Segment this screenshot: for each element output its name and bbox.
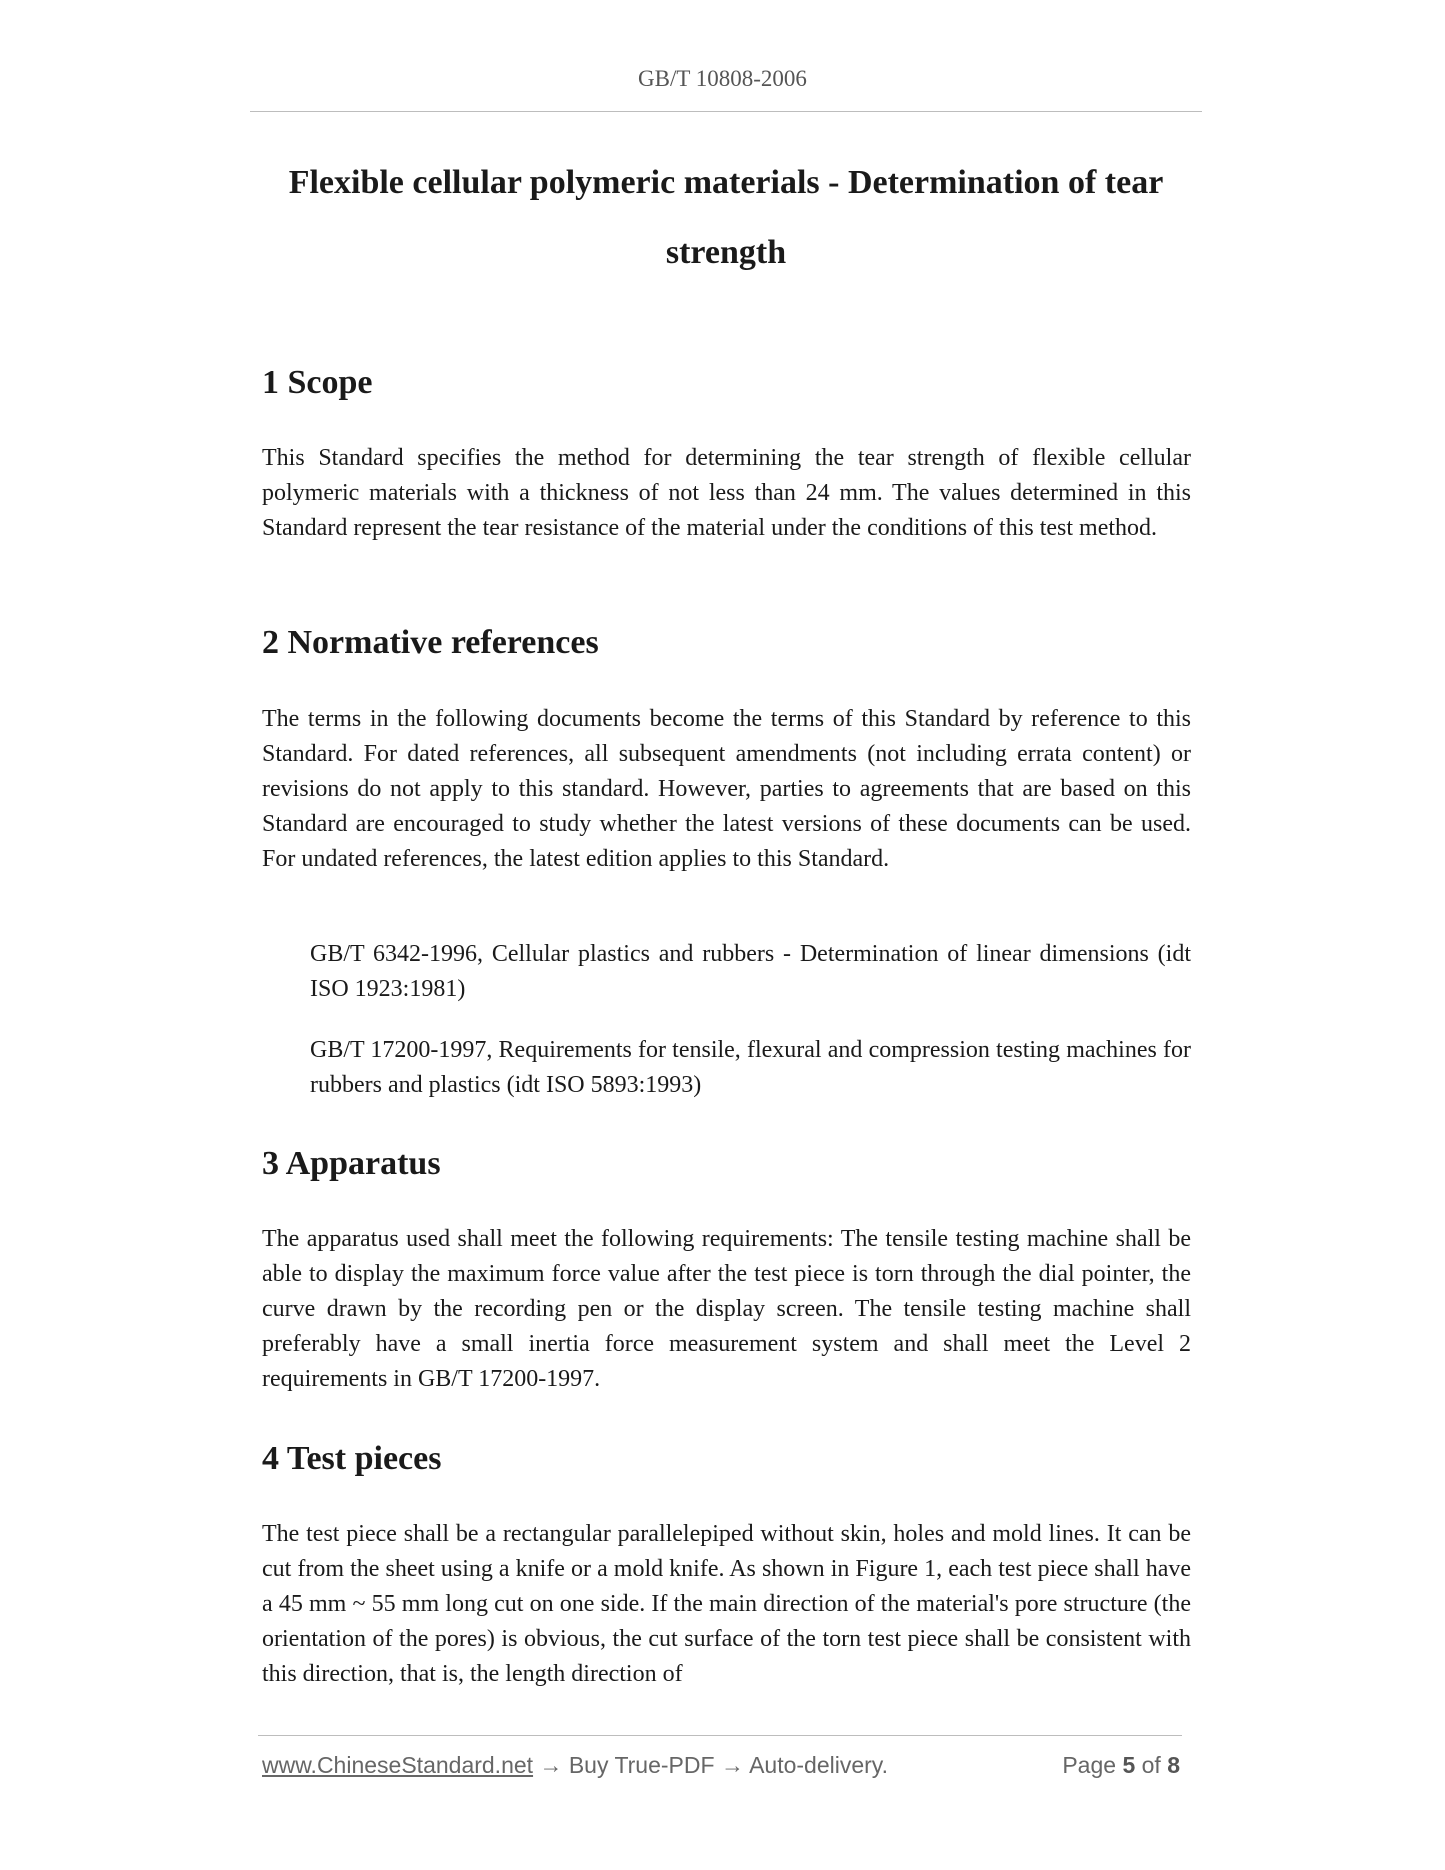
page-current-number: 5: [1122, 1752, 1136, 1778]
page-total-number: 8: [1167, 1752, 1180, 1778]
page-word: Page: [1062, 1752, 1117, 1778]
section-heading-normative-references: 2 Normative references: [262, 624, 599, 661]
buy-true-pdf-text: Buy True-PDF: [568, 1752, 715, 1778]
document-body: [262, 0, 1191, 1720]
footer-divider: [258, 1735, 1182, 1736]
section-text-test-pieces: The test piece shall be a rectangular parallelepiped without skin, holes and mold lines. It can be cut from the sheet using a knife or a mold knife. As shown in Figure 1, each test piece shall have a 45 mm ~ 55 mm long cut on one side. If the main direction of the material's pore structure (the orientation of the pores) is obvious, the cut surface of the torn test piece shall be consistent with this direction, that is, the length direction of: [262, 1521, 1191, 1687]
of-word: of: [1141, 1752, 1161, 1778]
header-standard-code: GB/T 10808-2006: [638, 66, 807, 91]
footer-promo: [262, 1752, 888, 1779]
section-text-normative-references: The terms in the following documents become the terms of this Standard by reference to this Standard. For dated references, all subsequent amendments (not including errata content) or revisions do not apply to this standard. However, parties to agreements that are based on this Standard are encouraged to study whether the latest versions of these documents can be used. For undated references, the latest edition applies to this Standard.: [262, 706, 1191, 872]
auto-delivery-text: Auto-delivery.: [749, 1752, 888, 1778]
section-text-apparatus: The apparatus used shall meet the following requirements: The tensile testing machine shall be able to display the maximum force value after the test piece is torn through the dial pointer, the curve drawn by the recording pen or the display screen. The tensile testing machine shall preferably have a small inertia force measurement system and shall meet the Level 2 requirements in GB/T 17200-1997.: [262, 1226, 1191, 1392]
arrow-right-icon: →: [720, 1752, 744, 1778]
section-heading-scope: 1 Scope: [262, 364, 373, 401]
reference-item: GB/T 6342-1996, Cellular plastics and rubbers - Determination of linear dimensions (idt ISO 1923:1981): [310, 941, 1191, 1002]
page-footer: [262, 1752, 1180, 1784]
section-heading-test-pieces: 4 Test pieces: [262, 1440, 442, 1477]
document-title: Flexible cellular polymeric materials - Determination of tear strength: [288, 164, 1164, 271]
page-indicator: [1062, 1752, 1180, 1779]
section-text-scope: This Standard specifies the method for determining the tear strength of flexible cellular polymeric materials with a thickness of not less than 24 mm. The values determined in this Standard represent the tear resistance of the material under the conditions of this test method.: [262, 445, 1191, 541]
reference-item: GB/T 17200-1997, Requirements for tensile, flexural and compression testing machines for rubbers and plastics (idt ISO 5893:1993): [310, 1037, 1191, 1098]
website-link[interactable]: www.ChineseStandard.net: [262, 1752, 534, 1778]
section-heading-apparatus: 3 Apparatus: [262, 1145, 441, 1182]
arrow-right-icon: →: [539, 1752, 563, 1778]
